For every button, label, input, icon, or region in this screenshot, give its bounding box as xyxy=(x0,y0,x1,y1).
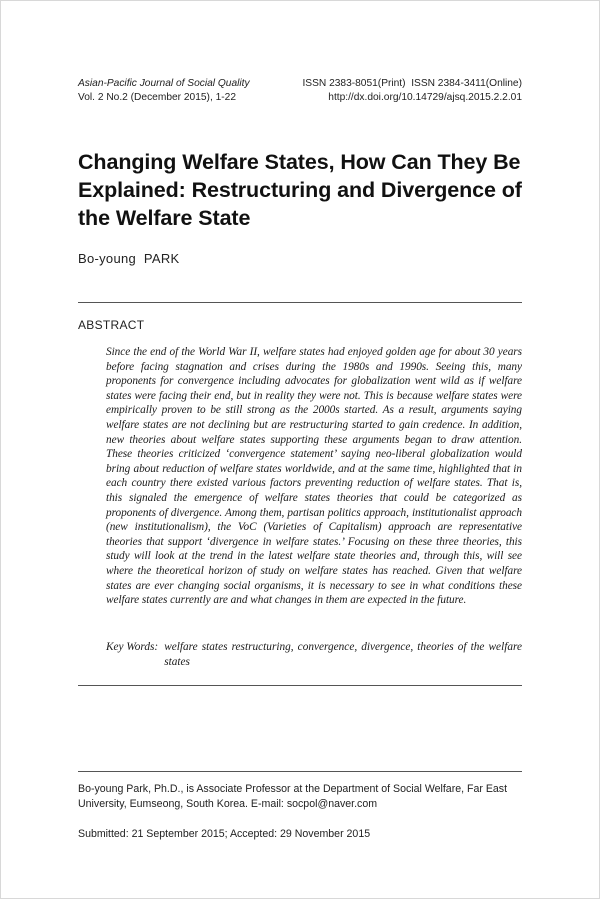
article-title: Changing Welfare States, How Can They Be Explained: Restructuring and Divergence of the Welfare State xyxy=(78,150,522,230)
issn: ISSN 2383-8051(Print) ISSN 2384-3411(Online) xyxy=(302,78,522,89)
abstract-body: Since the end of the World War II, welfare states had enjoyed golden age for about 30 years before facing stagnation and crises during the 1980s and 1990s. Seeing this, many proponents for convergence including advocates for globalization went wild as if welfare states were facing their end, but in reality they were not. This is because welfare states were empirically proven to be still strong as the 2000s started. As a result, arguments saying welfare states are not declining but are restructuring started to gain credence. In addition, new theories about welfare states supporting these arguments began to draw attention. These theories criticized ‘convergence statement’ saying neo-liberal globalization would bring about reduction of welfare states worldwide, and at the same time, highlighted that in each country there existed various factors preventing reduction of welfare states. That is, this signaled the emergence of welfare states theories that could be categorized as proponents of divergence. Among them, partisan politics approach, institutionalist approach (new institutionalism), the VoC (Varieties of Capitalism) approach are representative theories that support ‘divergence in welfare states.’ Focusing on these three theories, this study will look at the trend in the latest welfare state theories and, through this, will see where the theoretical horizon of study on welfare states has reached. Given that welfare states are ever changing social organisms, it is necessary to see in what conditions these welfare states currently are and what changes in them are expected in the future. xyxy=(106,346,522,607)
journal-info xyxy=(78,77,250,105)
identifier-info xyxy=(302,77,522,105)
journal-name: Asian-Pacific Journal of Social Quality xyxy=(78,78,250,89)
doi-link[interactable]: http://dx.doi.org/10.14729/ajsq.2015.2.2.01 xyxy=(328,92,522,103)
author-name: Bo-young PARK xyxy=(78,251,180,266)
top-divider xyxy=(78,302,522,303)
author-footnote: Bo-young Park, Ph.D., is Associate Professor at the Department of Social Welfare, Far East University, Eumseong, South Korea. E-mail: socpol@naver.com xyxy=(78,783,508,810)
keywords xyxy=(106,640,522,670)
volume-info: Vol. 2 No.2 (December 2015), 1-22 xyxy=(78,92,236,103)
bottom-divider xyxy=(78,685,522,686)
abstract-heading: ABSTRACT xyxy=(78,318,145,332)
keywords-text: welfare states restructuring, convergence, divergence, theories of the welfare states xyxy=(164,641,522,668)
footnote-divider xyxy=(78,771,522,772)
keywords-label: Key Words: xyxy=(106,641,159,653)
submission-dates: Submitted: 21 September 2015; Accepted: 29 November 2015 xyxy=(78,828,371,840)
